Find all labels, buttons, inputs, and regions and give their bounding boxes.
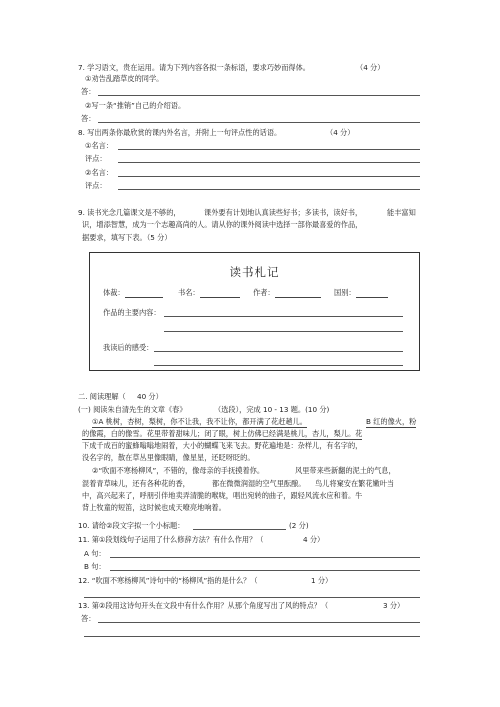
q7-item1: ①劝告乱踏草皮的同学。 bbox=[85, 74, 164, 83]
q7-title: 7. 学习语文，贵在运用。请为下列内容各拟一条标语，要求巧妙而得体。 bbox=[78, 63, 310, 72]
q11-b-line[interactable] bbox=[110, 570, 420, 571]
q8-quote1-line[interactable] bbox=[118, 149, 420, 150]
passage-p2-l2-a: 混着青草味儿，还有各种花的香， bbox=[82, 479, 190, 488]
q8-comment2-line[interactable] bbox=[118, 189, 420, 190]
book-title-field bbox=[178, 288, 240, 298]
q12-text: 12. “吹面不寒杨柳风”诗句中的“杨柳风”指的是什么？（ bbox=[78, 576, 258, 585]
feeling-label: 我读后的感受： bbox=[103, 343, 154, 352]
section2-heading: 二. 阅读理解（ bbox=[78, 392, 126, 401]
passage-p1-l3: 下成千成百的蜜蜂嗡嗡地闹着，大小的蝴蝶飞来飞去。野花遍地是：杂样儿，有名字的， bbox=[82, 441, 363, 450]
author-field bbox=[253, 288, 321, 298]
q8-quote2-label: ②名言： bbox=[85, 168, 114, 177]
q9-line2: 识，增添智慧，成为一个志趣高尚的人。请从你的课外阅读中选择一部你最喜爱的作品， bbox=[82, 220, 363, 229]
q8-comment1-line[interactable] bbox=[118, 162, 420, 163]
book-title-input-line[interactable] bbox=[200, 289, 240, 298]
underlined-sentence-b: B 红的像火，粉 bbox=[366, 417, 417, 426]
nationality-label: 国别： bbox=[334, 288, 356, 297]
passage-p2-l2-b: 都在微微润湿的空气里酝酿。 bbox=[212, 479, 306, 488]
q10-text: 10. 请给②段文字拟一个小标题： bbox=[78, 521, 185, 530]
passage-p2-l4: 背上牧童的短笛，这时候也成天嘹亮地响着。 bbox=[82, 503, 226, 512]
book-title-label: 书名： bbox=[178, 288, 200, 297]
author-input-line[interactable] bbox=[275, 289, 321, 298]
q11-b-label: B 句： bbox=[84, 562, 106, 571]
author-label: 作者： bbox=[253, 288, 275, 297]
q11-text: 11. 第①段划线句子运用了什么修辞方法？有什么作用？（ bbox=[78, 535, 264, 544]
passage-p1-b bbox=[366, 417, 416, 428]
passage-p2-a: ②“吹面不寒杨柳风”，不错的，像母亲的手抚摸着你。 bbox=[92, 466, 265, 475]
q7-answer2-line[interactable] bbox=[98, 122, 420, 123]
part1-heading: (一) 阅读朱自清先生的文章《春》 bbox=[78, 405, 187, 414]
nationality-input-line[interactable] bbox=[356, 289, 388, 298]
q13-text: 13. 第②段用这诗句开头在文段中有什么作用？从那个角度写出了风的特点？（ bbox=[78, 601, 329, 610]
q8-quote2-line[interactable] bbox=[118, 176, 420, 177]
q7-answer1-label: 答： bbox=[81, 87, 96, 96]
passage-p1-l2 bbox=[82, 429, 362, 440]
q12-answer-line[interactable] bbox=[84, 597, 420, 598]
q8-points: （4 分） bbox=[326, 128, 355, 137]
section2-points: 40 分） bbox=[137, 392, 163, 401]
feeling-line-2[interactable] bbox=[154, 365, 403, 366]
passage-p2-l3: 中，高兴起来了，呼朋引伴地卖弄清脆的喉咙，唱出宛转的曲子，跟轻风流水应和着。牛 bbox=[82, 491, 363, 500]
genre-label: 体裁： bbox=[103, 288, 125, 297]
passage-p1-a bbox=[92, 417, 307, 428]
passage-p1-l4: 没名字的，散在草丛里像眼睛，像星星，还眨呀眨的。 bbox=[82, 453, 255, 462]
q8-comment2-label: 评点： bbox=[85, 181, 107, 190]
q11-a-line[interactable] bbox=[110, 557, 420, 558]
q13-answer-label: 答： bbox=[81, 614, 96, 623]
q8-title: 8. 写出两条你最欣赏的课内外名言，并附上一句评点性的话语。 bbox=[78, 128, 282, 137]
underlined-sentence-b-cont: 的像霞，白的像雪。花里带着甜味儿；闭了眼，树上仿佛已经满是桃儿，杏儿，梨儿。花 bbox=[82, 429, 363, 438]
content-label: 作品的主要内容： bbox=[103, 308, 161, 317]
reading-note-card bbox=[89, 252, 420, 371]
q9-line1-b: 课外要有计划地认真读些好书；多读书，读好书， bbox=[204, 208, 363, 217]
feeling-line-1[interactable] bbox=[154, 351, 403, 352]
genre-field bbox=[103, 288, 163, 298]
q13-answer-line-1[interactable] bbox=[98, 622, 420, 623]
q10-points: (2 分) bbox=[289, 521, 309, 530]
q8-comment1-label: 评点： bbox=[85, 154, 107, 163]
q10-answer-line[interactable] bbox=[193, 529, 286, 530]
genre-input-line[interactable] bbox=[125, 289, 163, 298]
q12-points: 1 分） bbox=[311, 576, 333, 585]
passage-p2-l2-c: 鸟儿将窠安在繁花嫩叶当 bbox=[315, 479, 395, 488]
passage-p2-b: 风里带来些新翻的泥土的气息， bbox=[295, 466, 396, 475]
part1-instruction: （选段），完成 10 - 13 题。(10 分) bbox=[214, 405, 330, 414]
q8-quote1-label: ①名言： bbox=[85, 141, 114, 150]
q13-answer-line-2[interactable] bbox=[84, 636, 420, 637]
q7-item2: ②写一条“推销”自己的介绍语。 bbox=[85, 101, 186, 110]
nationality-field bbox=[334, 288, 388, 298]
q13-points: 3 分） bbox=[383, 601, 405, 610]
q11-points: 4 分） bbox=[303, 535, 325, 544]
q7-answer2-label: 答： bbox=[81, 114, 96, 123]
q11-a-label: A 句： bbox=[84, 549, 106, 558]
content-line-2[interactable] bbox=[164, 331, 403, 332]
content-line-1[interactable] bbox=[164, 316, 403, 317]
q9-line1-c: 能丰富知 bbox=[387, 208, 416, 217]
q9-line3: 据要求，填写下表。（5 分） bbox=[82, 233, 172, 242]
reading-note-title: 读书札记 bbox=[229, 265, 280, 279]
q7-answer1-line[interactable] bbox=[98, 95, 420, 96]
q7-points: （4 分） bbox=[356, 63, 385, 72]
q9-line1-a: 9. 读书光念几篇课文是不够的， bbox=[78, 208, 181, 217]
underlined-sentence-a: ①A 桃树，杏树，梨树，你不让我，我不让你，都开满了花赶趟儿。 bbox=[92, 417, 307, 426]
